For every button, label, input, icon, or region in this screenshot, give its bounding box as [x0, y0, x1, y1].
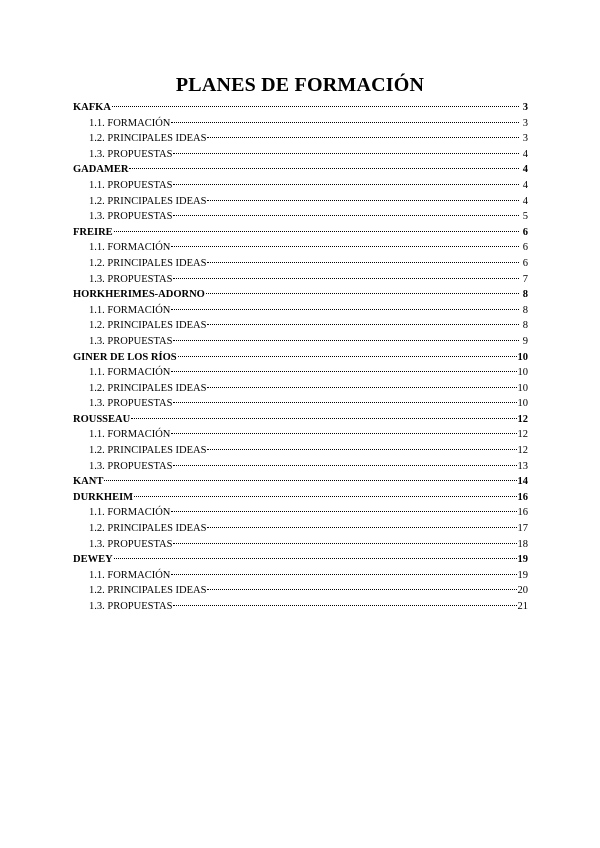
toc-entry-label: ROUSSEAU: [73, 413, 131, 425]
toc-entry-label: 1.3. PROPUESTAS: [89, 538, 173, 550]
toc-section-entry[interactable]: [73, 256, 528, 272]
toc-dot-leader: [114, 231, 519, 232]
toc-entry-label: 1.2. PRINCIPALES IDEAS: [89, 195, 207, 207]
toc-page-number: 16: [517, 491, 528, 503]
toc-dot-leader: [178, 356, 517, 357]
toc-entry-label: DEWEY: [73, 554, 113, 566]
toc-entry-label: GINER DE LOS RÍOS: [73, 351, 177, 363]
toc-section-entry[interactable]: [73, 505, 528, 521]
toc-entry-label: 1.2. PRINCIPALES IDEAS: [89, 445, 207, 457]
toc-dot-leader: [207, 527, 516, 528]
toc-dot-leader: [104, 480, 516, 481]
toc-dot-leader: [173, 278, 519, 279]
toc-chapter-entry[interactable]: [73, 412, 528, 428]
toc-chapter-entry[interactable]: [73, 162, 528, 178]
toc-dot-leader: [173, 215, 519, 216]
toc-section-entry[interactable]: [73, 131, 528, 147]
toc-dot-leader: [173, 184, 519, 185]
toc-dot-leader: [129, 168, 519, 169]
toc-dot-leader: [114, 558, 517, 559]
toc-section-entry[interactable]: [73, 396, 528, 412]
toc-section-entry[interactable]: [73, 334, 528, 350]
toc-dot-leader: [207, 200, 519, 201]
toc-entry-label: 1.1. FORMACIÓN: [89, 429, 171, 441]
toc-dot-leader: [207, 137, 519, 138]
toc-dot-leader: [171, 309, 519, 310]
toc-entry-label: 1.1. PROPUESTAS: [89, 179, 173, 191]
toc-dot-leader: [207, 387, 516, 388]
toc-page-number: 12: [517, 413, 528, 425]
toc-entry-label: 1.1. FORMACIÓN: [89, 242, 171, 254]
toc-entry-label: 1.3. PROPUESTAS: [89, 398, 173, 410]
toc-dot-leader: [207, 449, 516, 450]
toc-chapter-entry[interactable]: [73, 552, 528, 568]
toc-entry-label: 1.1. FORMACIÓN: [89, 304, 171, 316]
toc-page-number: 20: [517, 585, 528, 597]
toc-section-entry[interactable]: [73, 178, 528, 194]
toc-entry-label: HORKHERIMES-ADORNO: [73, 289, 205, 301]
toc-section-entry[interactable]: [73, 240, 528, 256]
toc-entry-label: 1.2. PRINCIPALES IDEAS: [89, 320, 207, 332]
toc-dot-leader: [206, 293, 519, 294]
toc-dot-leader: [171, 246, 519, 247]
toc-chapter-entry[interactable]: [73, 287, 528, 303]
toc-dot-leader: [131, 418, 516, 419]
toc-page-number: 19: [517, 554, 528, 566]
toc-chapter-entry[interactable]: [73, 490, 528, 506]
toc-dot-leader: [173, 153, 519, 154]
toc-entry-label: 1.2. PRINCIPALES IDEAS: [89, 133, 207, 145]
toc-dot-leader: [207, 262, 519, 263]
toc-entry-label: 1.3. PROPUESTAS: [89, 211, 173, 223]
toc-page-number: 8: [522, 304, 528, 316]
toc-page-number: 5: [522, 211, 528, 223]
toc-dot-leader: [171, 371, 516, 372]
toc-entry-label: FREIRE: [73, 226, 113, 238]
toc-entry-label: GADAMER: [73, 164, 129, 176]
toc-dot-leader: [173, 605, 516, 606]
toc-page-number: 7: [522, 273, 528, 285]
toc-section-entry[interactable]: [73, 459, 528, 475]
toc-section-entry[interactable]: [73, 443, 528, 459]
toc-dot-leader: [112, 106, 519, 107]
toc-page-number: 4: [522, 164, 528, 176]
toc-page-number: 3: [522, 133, 528, 145]
toc-dot-leader: [134, 496, 516, 497]
toc-page-number: 4: [522, 179, 528, 191]
toc-page-number: 14: [517, 476, 528, 488]
toc-page-number: 10: [517, 382, 528, 394]
toc-section-entry[interactable]: [73, 194, 528, 210]
toc-dot-leader: [173, 465, 516, 466]
toc-page-number: 3: [522, 117, 528, 129]
toc-page-number: 12: [517, 429, 528, 441]
toc-page-number: 6: [522, 226, 528, 238]
toc-dot-leader: [207, 589, 516, 590]
toc-entry-label: 1.2. PRINCIPALES IDEAS: [89, 257, 207, 269]
toc-entry-label: 1.1. FORMACIÓN: [89, 117, 171, 129]
toc-section-entry[interactable]: [73, 116, 528, 132]
toc-dot-leader: [173, 543, 516, 544]
toc-dot-leader: [173, 402, 516, 403]
toc-page-number: 19: [517, 569, 528, 581]
toc-section-entry[interactable]: [73, 147, 528, 163]
toc-entry-label: KANT: [73, 476, 104, 488]
toc-dot-leader: [173, 340, 519, 341]
toc-entry-label: 1.3. PROPUESTAS: [89, 601, 173, 612]
toc-entry-label: 1.3. PROPUESTAS: [89, 273, 173, 285]
toc-page-number: 6: [522, 257, 528, 269]
toc-dot-leader: [207, 324, 519, 325]
toc-section-entry[interactable]: [73, 568, 528, 584]
toc-entry-label: KAFKA: [73, 102, 111, 113]
toc-section-entry[interactable]: [73, 537, 528, 553]
toc-entry-label: 1.1. FORMACIÓN: [89, 367, 171, 379]
toc-entry-label: DURKHEIM: [73, 491, 134, 503]
toc-chapter-entry[interactable]: [73, 100, 528, 116]
toc-page-number: 4: [522, 195, 528, 207]
toc-chapter-entry[interactable]: [73, 350, 528, 366]
toc-page-number: 12: [517, 445, 528, 457]
page-title: PLANES DE FORMACIÓN: [175, 74, 425, 96]
toc-page-number: 8: [522, 320, 528, 332]
toc-entry-label: 1.1. FORMACIÓN: [89, 569, 171, 581]
toc-page-number: 10: [517, 351, 528, 363]
toc-dot-leader: [171, 433, 516, 434]
toc-chapter-entry[interactable]: [73, 225, 528, 241]
toc-page-number: 10: [517, 367, 528, 379]
toc-section-entry[interactable]: [73, 521, 528, 537]
toc-entry-label: 1.3. PROPUESTAS: [89, 148, 173, 160]
toc-section-entry[interactable]: [73, 599, 528, 615]
toc-entry-label: 1.2. PRINCIPALES IDEAS: [89, 523, 207, 535]
toc-entry-label: 1.2. PRINCIPALES IDEAS: [89, 585, 207, 597]
toc-page-number: 13: [517, 460, 528, 472]
table-of-contents: [73, 100, 528, 615]
toc-page-number: 4: [522, 148, 528, 160]
toc-page-number: 6: [522, 242, 528, 254]
toc-page-number: 17: [517, 523, 528, 535]
toc-page-number: 16: [517, 507, 528, 519]
toc-page-number: 18: [517, 538, 528, 550]
toc-entry-label: 1.3. PROPUESTAS: [89, 460, 173, 472]
toc-dot-leader: [171, 511, 516, 512]
toc-page-number: 3: [522, 102, 528, 113]
toc-entry-label: 1.3. PROPUESTAS: [89, 335, 173, 347]
toc-section-entry[interactable]: [73, 209, 528, 225]
toc-section-entry[interactable]: [73, 381, 528, 397]
toc-page-number: 8: [522, 289, 528, 301]
toc-dot-leader: [171, 574, 516, 575]
toc-page-number: 10: [517, 398, 528, 410]
toc-entry-label: 1.1. FORMACIÓN: [89, 507, 171, 519]
toc-page-number: 21: [517, 601, 528, 612]
toc-entry-label: 1.2. PRINCIPALES IDEAS: [89, 382, 207, 394]
toc-section-entry[interactable]: [73, 365, 528, 381]
toc-section-entry[interactable]: [73, 427, 528, 443]
toc-section-entry[interactable]: [73, 303, 528, 319]
toc-section-entry[interactable]: [73, 318, 528, 334]
toc-section-entry[interactable]: [73, 583, 528, 599]
toc-chapter-entry[interactable]: [73, 474, 528, 490]
toc-dot-leader: [171, 122, 519, 123]
toc-page-number: 9: [522, 335, 528, 347]
toc-section-entry[interactable]: [73, 272, 528, 288]
